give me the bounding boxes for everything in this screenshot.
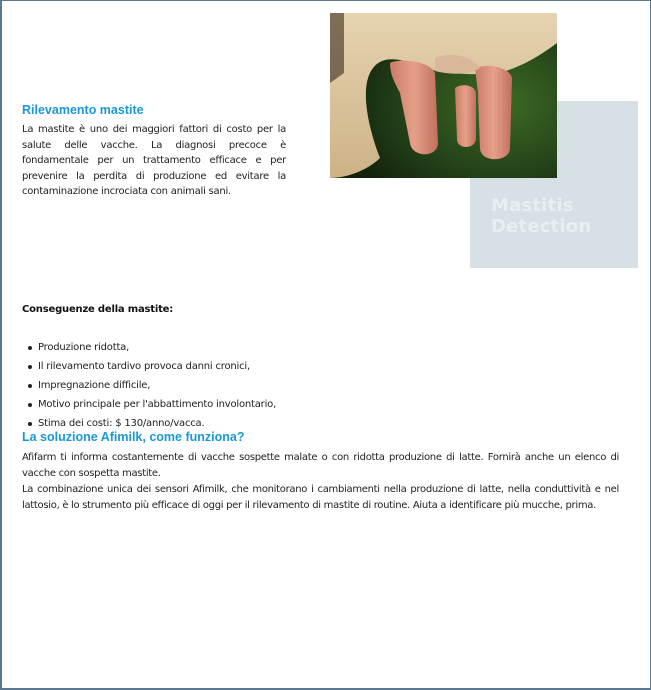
list-item: Impregnazione difficile,	[22, 376, 276, 395]
solution-paragraph-1: Afifarm ti informa costantemente di vacche sospette malate o con ridotta produzione di latte. Fornirà anche un elenco di vacche con sospetta mastite.	[22, 452, 619, 479]
bullet-icon	[28, 403, 32, 407]
list-item: Motivo principale per l'abbattimento involontario,	[22, 395, 276, 414]
list-item: Produzione ridotta,	[22, 338, 276, 357]
consequences-list	[22, 338, 276, 433]
list-item: Stima dei costi: $ 130/anno/vacca.	[22, 414, 276, 433]
detection-paragraph: La mastite è uno dei maggiori fattori di costo per la salute delle vacche. La diagnosi precoce è fondamentale per un trattamento efficace e per prevenire la perdita di produzione ed evitare la contaminazione incrociata con animali sani.	[22, 124, 286, 197]
section-title-solution: La soluzione Afimilk, come funziona?	[22, 430, 245, 444]
hero-overlay-line2: Detection	[491, 216, 592, 237]
hero-overlay-line1: Mastitis	[491, 195, 574, 216]
bullet-icon	[28, 365, 32, 369]
bullet-icon	[28, 346, 32, 350]
hero-overlay-text	[491, 195, 591, 237]
bullet-icon	[28, 422, 32, 426]
section-title-detection: Rilevamento mastite	[22, 103, 144, 117]
consequences-title: Conseguenze della mastite:	[22, 304, 174, 315]
list-item: Il rilevamento tardivo provoca danni cronici,	[22, 357, 276, 376]
udder-photo	[330, 13, 557, 178]
solution-paragraph-2: La combinazione unica dei sensori Afimilk, che monitorano i cambiamenti nella produzione di latte, nella conduttività e nel lattosio, è lo strumento più efficace di oggi per il rilevamento di mastite di routine. Aiuta a identificare più mucche, prima.	[22, 484, 619, 511]
bullet-icon	[28, 384, 32, 388]
